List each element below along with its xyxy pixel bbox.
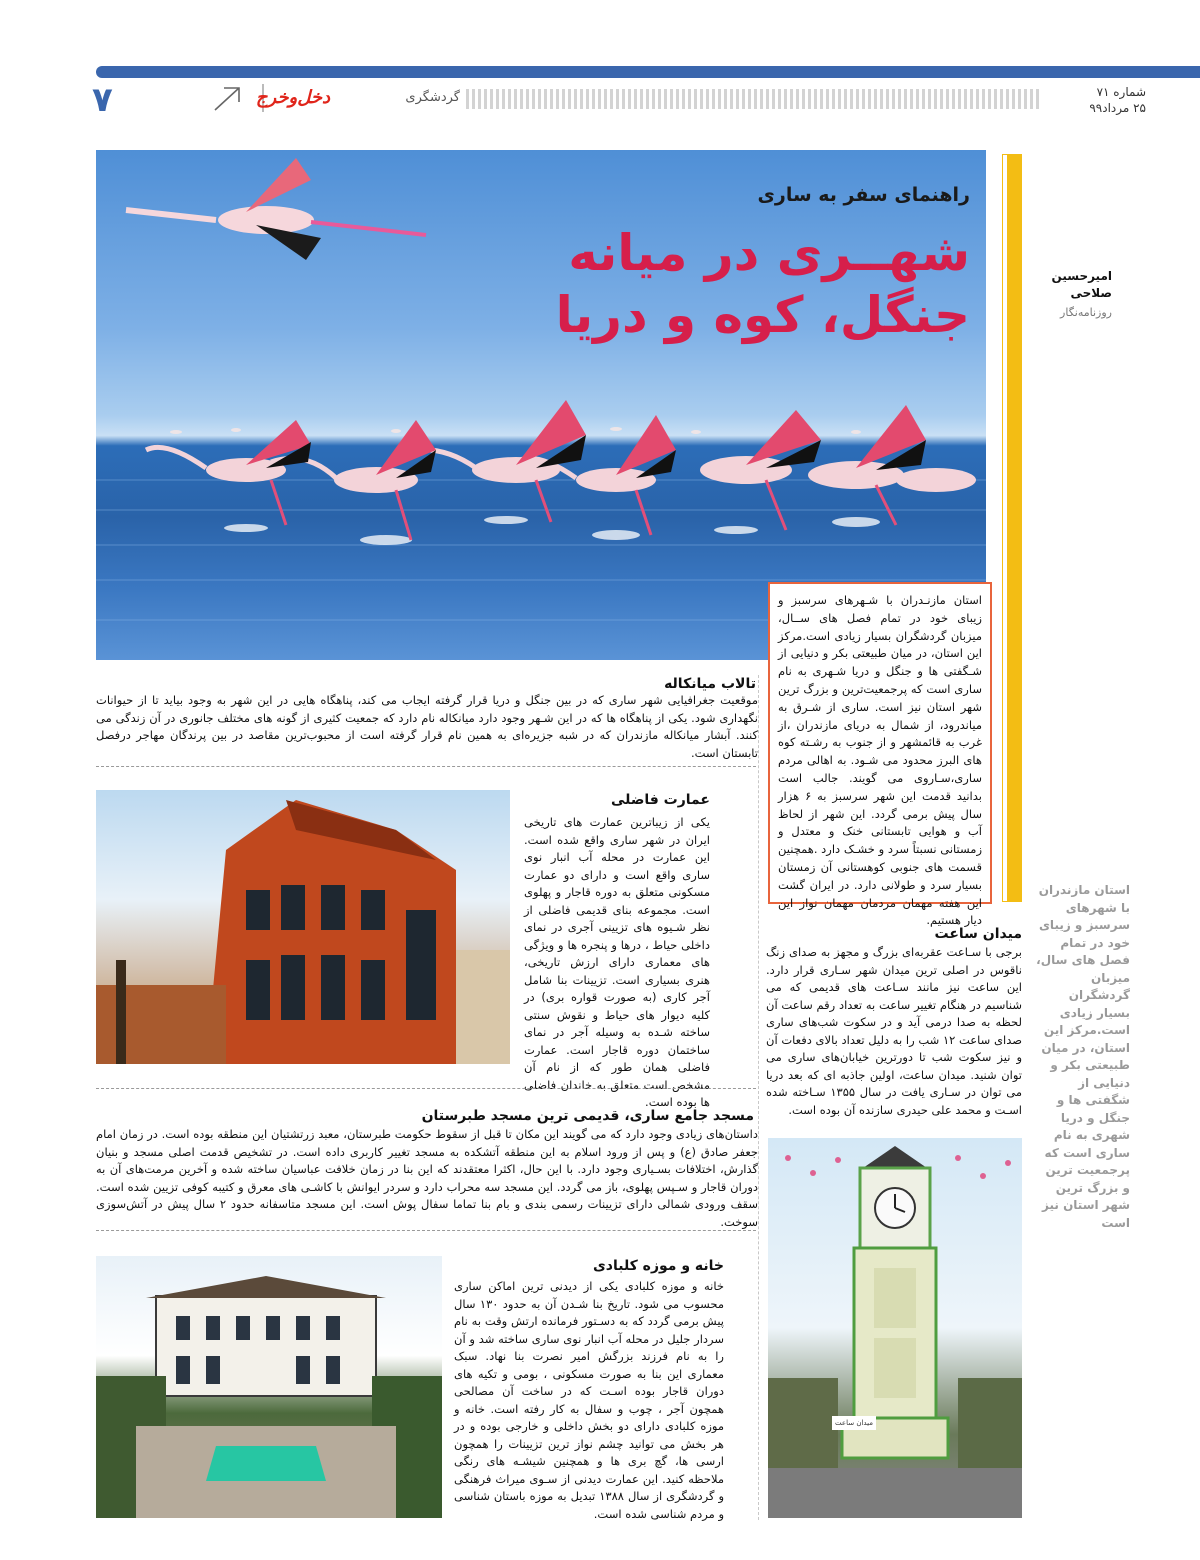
- mosque-body: داستان‌های زیادی وجود دارد که می گویند این مکان تا قبل از سقوط حکومت طبرستان، معبد زرتشتیان این منطقه بوده است. در زمان امام جعفر صادق (ع) و پس از ورود اسلام به این منطقه آتشکده به مسجد تغییر کاربری داده است. در تشخیص قدمت اصلی مسجد و بنیان گذارش، اختلافات بسـیاری وجود دارد. با این حال، اکثرا معتقدند که این بنا در زمان خلافت عباسیان ساخته شده و آخرین مرمت‌های آن به دوران قاجار و سـپس پهلوی، باز می گردد. این مسجد سه محراب دارد و سردر ایوانش با کاشـی های معرق و کتیبه کوفی تزیین شده است. سقف ورودی شمالی دارای تزیینات رسمی بندی و بام بنا تماما سفال پوش است. این مسجد متاسفانه حدود ۲ سال پیش در آتش‌سوزی سوخت.: [96, 1127, 758, 1229]
- divider: [96, 1230, 756, 1231]
- clock-body: برجی با سـاعت عقربه‌ای بزرگ و مجهز به صدای زنگ ناقوس در اصلی ترین میدان شهر سـاری قرار دارد. این ساعت نیز مانند سـاعت های قدیمی که می شناسیم در هنگام تغییر ساعت به تعداد رقم ساعت آن لحظه به صدا درمی آید و در سکوت شب‌های ساری صدای ساعت ۱۲ شب را به دلیل تعداد بالای دفعات آن و نیز سکوت شب تا دورترین خیابان‌های ساری می توان شنید. میدان ساعت، اولین جاذبه ای که بعد دریا می توان در سـاری یافت در سال ۱۳۵۵ سـاخته شده اسـت و محمد علی حیدری سازنده آن بوده است.: [766, 945, 1023, 1117]
- column-rule: [758, 675, 759, 1520]
- headline: [500, 222, 970, 346]
- header-hatch: [466, 89, 1040, 109]
- kolbadi-photo: [96, 1256, 442, 1518]
- kicker: راهنمای سفر به ساری: [757, 184, 970, 206]
- intro-box: [768, 582, 992, 928]
- logo: دخل‌وخرج: [262, 84, 330, 112]
- top-bar: [96, 66, 1200, 78]
- issue-info: [1050, 84, 1146, 116]
- kolbadi-title: خانه و موزه کلبادی: [592, 1258, 724, 1274]
- arrow-icon: [212, 86, 242, 112]
- page-number: ۷: [92, 80, 113, 120]
- miankaleh-body: موقعیت جغرافیایی شهر ساری که در بین جنگل و دریا قرار گرفته ایجاب می کند، پناهگاه هایی در این شهر به وجود بیاید تا از حیوانات نگهداری شود. یکی از پناهگاه ها که در این شـهر وجود دارد میانکاله نام دارد که جمعیت کثیری از گونه های مختلف جانوری در آن زندگی می کنند. آبشار میانکاله مازندران که در شبه جزیره‌ای به همین نام قرار گرفته است از محبوب‌ترین مقاصد در بین پرندگان مهاجر درفصل تابستان است.: [96, 693, 758, 760]
- headline-line-2: جنگل، کوه و دریا: [555, 286, 970, 344]
- miankaleh-title: تالاب میانکاله: [664, 676, 756, 692]
- kolbadi-body: خانه و موزه کلبادی یکی از دیدنی ترین اماکن ساری محسوب می شود. تاریخ بنا شـدن آن به حدود ۱۳۰ سال پیش برمی گردد که به دسـتور فرمانده ارتش وقت به نام سردار جلیل در محله آب انبار نوی ساری ساخته شد و آن را به نام فرزند بزرگش امیر نصرت بنا نهاد. سبک معماری این بنا به صورت مسکونی ، بومی و تکیه های دوران قاجار بوده اسـت که در ساخت آن مصالحی همچون آجر ، چوب و سفال به کار رفته است. خانه و موزه کلبادی دارای دو بخش داخلی و خارجی بوده و در هر بخش می توانید چشم نواز ترین تزیینات را همچون ارسی ها، گچ بری ها و همچنین شیشـه های رنگی ملاحظه کنید. این عمارت دیدنی از سـوی میراث فرهنگی و گردشگری از سال ۱۳۸۸ تبدیل به موزه باستان شناسی و مردم شناسی شده است.: [454, 1279, 725, 1521]
- clock-title: میدان ساعت: [934, 926, 1022, 942]
- fazeli-title: عمارت فاضلی: [610, 792, 710, 808]
- side-quote: استان مازندران با شهرهای سرسبز و زیبای خود در تمام فصل های سال، میزبان گردشگران بسیار زیادی است.مرکز این استان، در میان طبیعتی بکر و دنیایی از شگفتی ها و جنگل و دریا شهری به نام ساری است که پرجمعیت ترین و بزرگ ترین شهر استان نیز است: [1036, 883, 1130, 1230]
- clock-tower-photo: [768, 1138, 1022, 1518]
- issue-number: شماره ۷۱: [1096, 85, 1146, 99]
- headline-line-1: شهــری در میانه: [568, 224, 970, 282]
- author-role: روزنامه‌نگار: [1060, 306, 1112, 319]
- divider: [96, 766, 756, 767]
- section-label: گردشگری: [405, 90, 460, 105]
- author-name: امیرحسین صلاحی: [1051, 269, 1112, 300]
- intro-text: استان مازنـدران با شـهرهای سرسبز و زیبای خود در تمام فصل های ســال، میزبان گردشگران بسیار زیادی است.مرکز این استان، در میان طبیعتی بکر و دنیایی از شـگفتی ها و جنگل و دریا شـهری به نام ساری است که پرجمعیت‌ترین و بزرگ ترین شهر استان نیز است. ساری از شـرق به میاندرود، از شمال به دریای مازندران ،از غرب به قائمشهر و از جنوب به رشـته کوه های البرز محدود می شـود. به اهالی مردم ساری،سـاروی می گویند. جالب است بدانید قدمت این شهر سرسبز به ۶ هزار سال پیش برمی گردد. این شهر از لحاظ آب و هوایی تابستانی خنک و معتدل و زمستانی نسبتاً سرد و خشـک دارد .همچنین قسمت های جنوبی کوهستانی آن زمستان بسیار سرد و طولانی دارد. در ایران گشت این هفته مهمان مردمان مهمان نواز این دیار هستیم.: [778, 593, 982, 928]
- divider: [96, 1088, 756, 1089]
- accent-bar: [1003, 155, 1021, 901]
- issue-date: ۲۵ مرداد۹۹: [1089, 101, 1146, 115]
- fazeli-body: یکی از زیباترین عمارت های تاریخی ایران در شهر ساری واقع شده است. این عمارت در محله آب انبار نوی ساری واقع است و دارای دو عمارت مسکونی متعلق به دوره قاجار و پهلوی است. مجموعه بنای قدیمی فاضلی از نظر شـیوه های تزیینی آجری در نمای داخلی حیاط ، درها و پنجره ها و ویژگی های معماری دارای ارزش تاریخی، هنری بسیاری است. تزیینات بنا شامل آجر کاری (به صورت قواره بری) در کلیه دیوار های حیاط و نقوش سنتی ساخته شـده به وسیله آجر در نمای ساختمان دوره قاجار است. عمارت فاضلی همان طور که از نام آن مشخص است متعلق به خاندان فاضلی ها بوده است.: [524, 815, 710, 1109]
- fazeli-photo: [96, 790, 510, 1064]
- clock-square-sign: میدان ساعت: [832, 1416, 876, 1430]
- mosque-title: مسجد جامع ساری، قدیمی ترین مسجد طبرستان: [421, 1108, 754, 1124]
